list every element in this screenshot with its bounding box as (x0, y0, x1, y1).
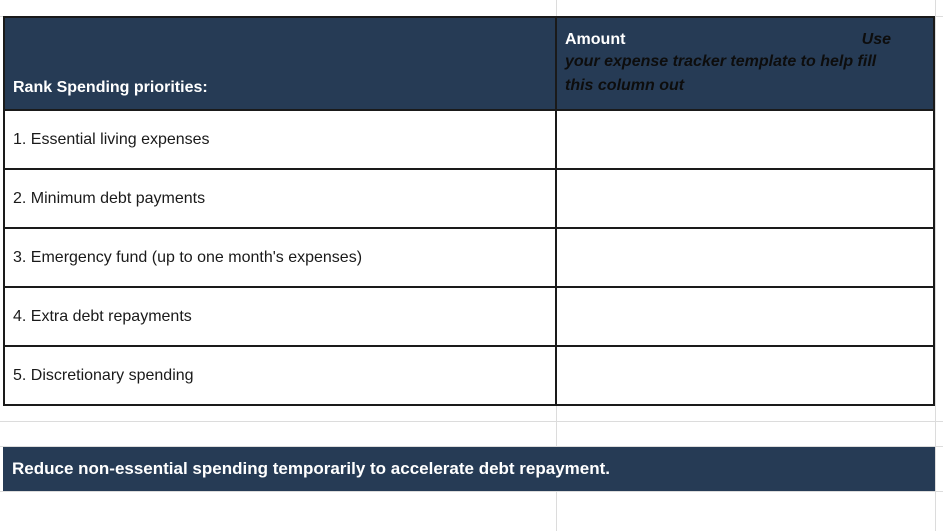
priority-cell[interactable] (5, 347, 557, 404)
amount-header-cell[interactable] (557, 18, 933, 109)
table-row (5, 345, 933, 404)
priority-label: 1. Essential living expenses (13, 130, 210, 148)
gridline-column (935, 0, 936, 531)
table-row (5, 109, 933, 168)
priority-cell[interactable] (5, 111, 557, 168)
amount-hint-text: your expense tracker template to help fill this column out (565, 53, 877, 94)
advice-banner-text: Reduce non-essential spending temporarily to accelerate debt repayment. (12, 459, 611, 478)
spending-priorities-table (3, 16, 935, 406)
gridline-row (0, 491, 943, 492)
priority-cell[interactable] (5, 288, 557, 345)
amount-cell[interactable] (557, 347, 933, 404)
amount-header-label: Amount (565, 31, 626, 48)
priority-label: 3. Emergency fund (up to one month's expenses) (13, 248, 363, 266)
table-row (5, 168, 933, 227)
amount-cell[interactable] (557, 229, 933, 286)
amount-cell[interactable] (557, 288, 933, 345)
rank-header-label: Rank Spending priorities: (13, 79, 208, 96)
priority-cell[interactable] (5, 229, 557, 286)
table-row (5, 286, 933, 345)
table-row (5, 227, 933, 286)
gridline-row (0, 421, 943, 422)
priority-cell[interactable] (5, 170, 557, 227)
priority-label: 5. Discretionary spending (13, 366, 194, 384)
table-header-row (5, 18, 933, 109)
priority-label: 2. Minimum debt payments (13, 189, 206, 207)
advice-banner[interactable] (3, 447, 935, 491)
amount-hint-first: Use (861, 31, 891, 48)
amount-cell[interactable] (557, 111, 933, 168)
rank-header-cell[interactable] (5, 18, 557, 109)
amount-cell[interactable] (557, 170, 933, 227)
priority-label: 4. Extra debt repayments (13, 307, 192, 325)
